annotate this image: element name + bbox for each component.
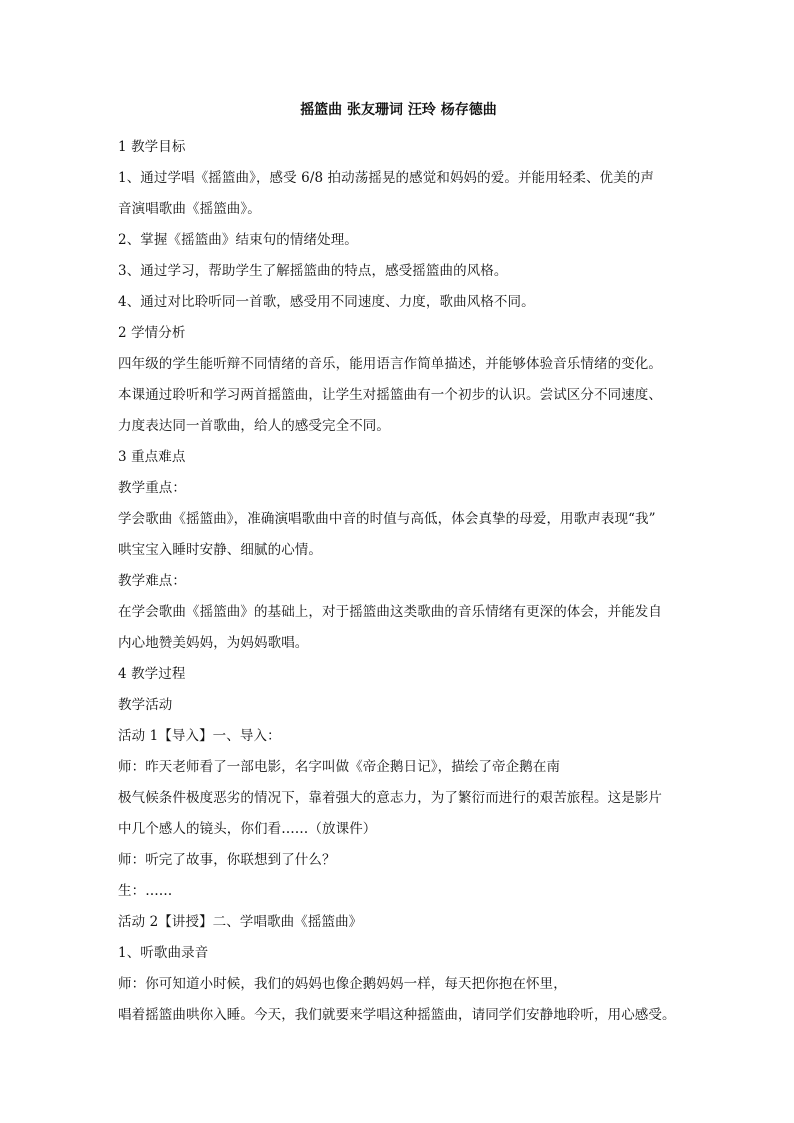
- paragraph-line: 在学会歌曲《摇篮曲》的基础上，对于摇篮曲这类歌曲的音乐情绪有更深的体会，并能发自: [118, 604, 662, 620]
- heading-student-analysis: 2 学情分析: [118, 325, 186, 341]
- paragraph-line: 师：昨天老师看了一部电影，名字叫做《帝企鹅日记》，描绘了帝企鹅在南: [118, 759, 561, 775]
- paragraph-line: 2、掌握《摇篮曲》结束句的情绪处理。: [118, 232, 358, 248]
- paragraph-line: 学会歌曲《摇篮曲》，准确演唱歌曲中音的时值与高低，体会真挚的母爱，用歌声表现“我”: [118, 511, 656, 527]
- paragraph-line: 唱着摇篮曲哄你入睡。今天，我们就要来学唱这种摇篮曲，请同学们安静地聆听，用心感受。: [118, 1007, 676, 1023]
- document-body: [118, 132, 679, 1031]
- subheading-difficulty: 教学难点：: [118, 573, 186, 589]
- paragraph-line: 1、听歌曲录音: [118, 945, 209, 961]
- activity-1-heading: 活动 1【导入】一、导入：: [118, 728, 281, 744]
- paragraph-line: 师：听完了故事，你联想到了什么？: [118, 852, 336, 868]
- paragraph-line: 四年级的学生能听辩不同情绪的音乐，能用语言作简单描述，并能够体验音乐情绪的变化。: [118, 356, 662, 372]
- paragraph-line: 内心地赞美妈妈，为妈妈歌唱。: [118, 635, 309, 651]
- subheading-activities: 教学活动: [118, 697, 173, 713]
- paragraph-line: 本课通过聆听和学习两首摇篮曲，让学生对摇篮曲有一个初步的认识。尝试区分不同速度、: [118, 387, 662, 403]
- paragraph-line: 1、通过学唱《摇篮曲》，感受 6/8 拍动荡摇晃的感觉和妈妈的爱。并能用轻柔、优美的声: [118, 170, 654, 186]
- paragraph-line: 4、通过对比聆听同一首歌，感受用不同速度、力度，歌曲风格不同。: [118, 294, 535, 310]
- heading-teaching-goals: 1 教学目标: [118, 139, 186, 155]
- subheading-key-point: 教学重点：: [118, 480, 186, 496]
- paragraph-line: 音演唱歌曲《摇篮曲》。: [118, 201, 261, 217]
- paragraph-line: 师：你可知道小时候，我们的妈妈也像企鹅妈妈一样，每天把你抱在怀里，: [118, 976, 567, 992]
- paragraph-line: 中几个感人的镜头，你们看……（放课件）: [118, 821, 377, 837]
- heading-key-points: 3 重点难点: [118, 449, 186, 465]
- paragraph-line: 力度表达同一首歌曲，给人的感受完全不同。: [118, 418, 390, 434]
- paragraph-line: 3、通过学习，帮助学生了解摇篮曲的特点，感受摇篮曲的风格。: [118, 263, 508, 279]
- document-title: 摇篮曲 张友珊词 汪玲 杨存德曲: [300, 102, 497, 118]
- paragraph-line: 生：……: [118, 883, 173, 899]
- heading-teaching-process: 4 教学过程: [118, 666, 186, 682]
- paragraph-line: 哄宝宝入睡时安静、细腻的心情。: [118, 542, 322, 558]
- paragraph-line: 极气候条件极度恶劣的情况下，靠着强大的意志力，为了繁衍而进行的艰苦旅程。这是影片: [118, 790, 662, 806]
- activity-2-heading: 活动 2【讲授】二、学唱歌曲《摇篮曲》: [118, 914, 363, 930]
